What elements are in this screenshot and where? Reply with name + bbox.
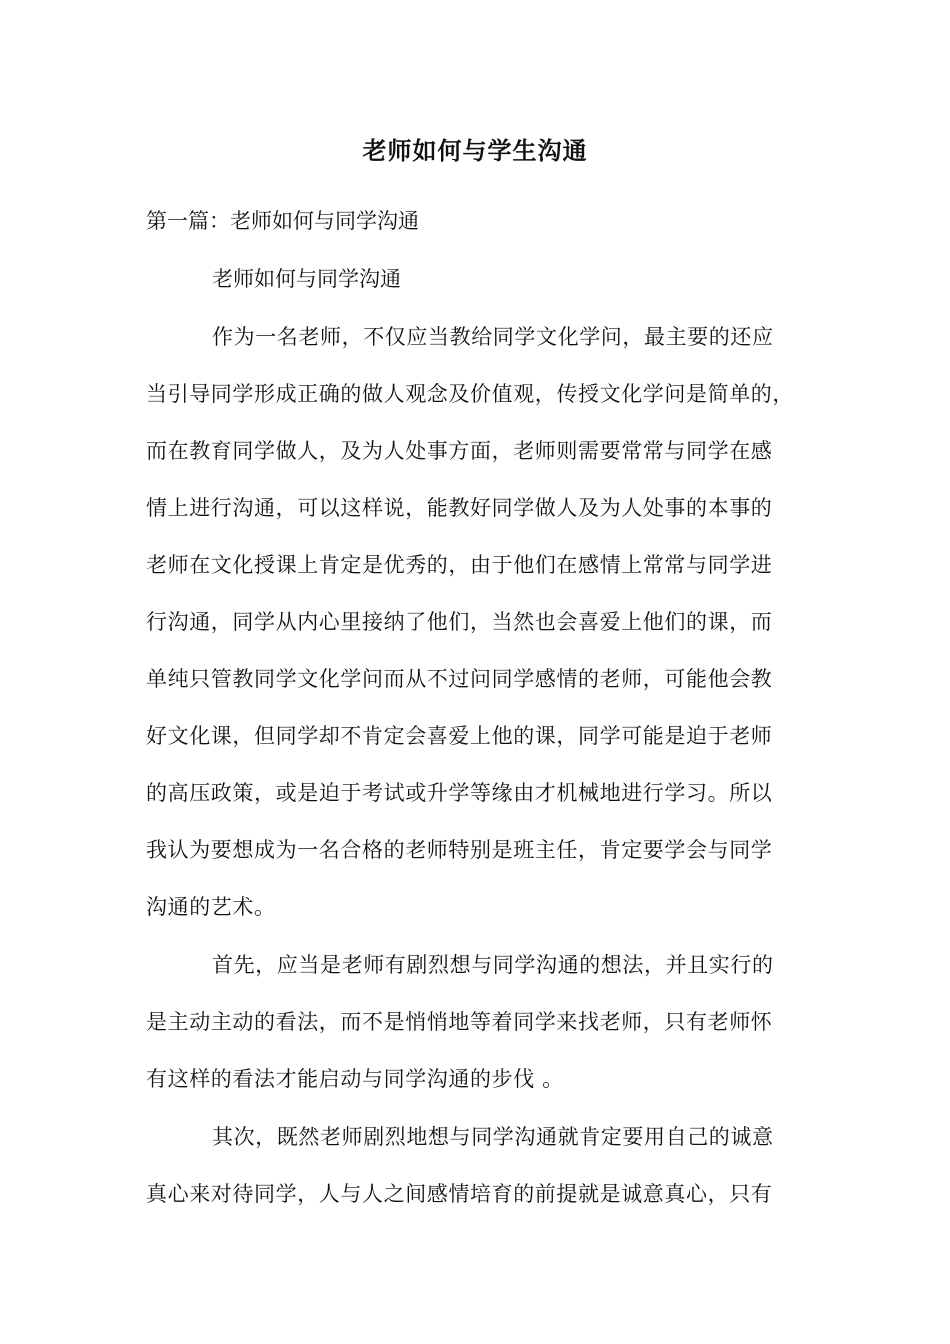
- paragraph-line: 好文化课，但同学却不肯定会喜爱上他的课，同学可能是迫于老师: [146, 724, 773, 748]
- paragraph-line: 而在教育同学做人，及为人处事方面，老师则需要常常与同学在感: [146, 439, 773, 463]
- paragraph-line: 是主动主动的看法，而不是悄悄地等着同学来找老师，只有老师怀: [146, 1010, 773, 1034]
- paragraph-line: 行沟通，同学从内心里接纳了他们，当然也会喜爱上他们的课，而: [146, 610, 773, 634]
- document-title: 老师如何与学生沟通: [362, 136, 588, 165]
- paragraph-line: 作为一名老师，不仅应当教给同学文化学问，最主要的还应: [212, 325, 774, 349]
- paragraph-line: 情上进行沟通，可以这样说，能教好同学做人及为人处事的本事的: [146, 496, 773, 520]
- paragraph-line: 的高压政策，或是迫于考试或升学等缘由才机械地进行学习。所以: [146, 781, 773, 805]
- paragraph-line: 沟通的艺术。: [146, 895, 276, 919]
- paragraph-line: 有这样的看法才能启动与同学沟通的步伐 。: [146, 1067, 564, 1091]
- paragraph-line: 首先，应当是老师有剧烈想与同学沟通的想法，并且实行的: [212, 953, 774, 977]
- sub-heading: 老师如何与同学沟通: [212, 267, 401, 291]
- paragraph-line: 真心来对待同学，人与人之间感情培育的前提就是诚意真心，只有: [146, 1182, 773, 1206]
- section-heading: 第一篇：老师如何与同学沟通: [146, 209, 419, 233]
- paragraph-line: 当引导同学形成正确的做人观念及价值观，传授文化学问是简单的，: [146, 382, 794, 406]
- paragraph-line: 我认为要想成为一名合格的老师特别是班主任，肯定要学会与同学: [146, 838, 773, 862]
- paragraph-line: 其次，既然老师剧烈地想与同学沟通就肯定要用自己的诚意: [212, 1125, 774, 1149]
- paragraph-line: 老师在文化授课上肯定是优秀的，由于他们在感情上常常与同学进: [146, 553, 773, 577]
- paragraph-line: 单纯只管教同学文化学问而从不过问同学感情的老师，可能他会教: [146, 667, 773, 691]
